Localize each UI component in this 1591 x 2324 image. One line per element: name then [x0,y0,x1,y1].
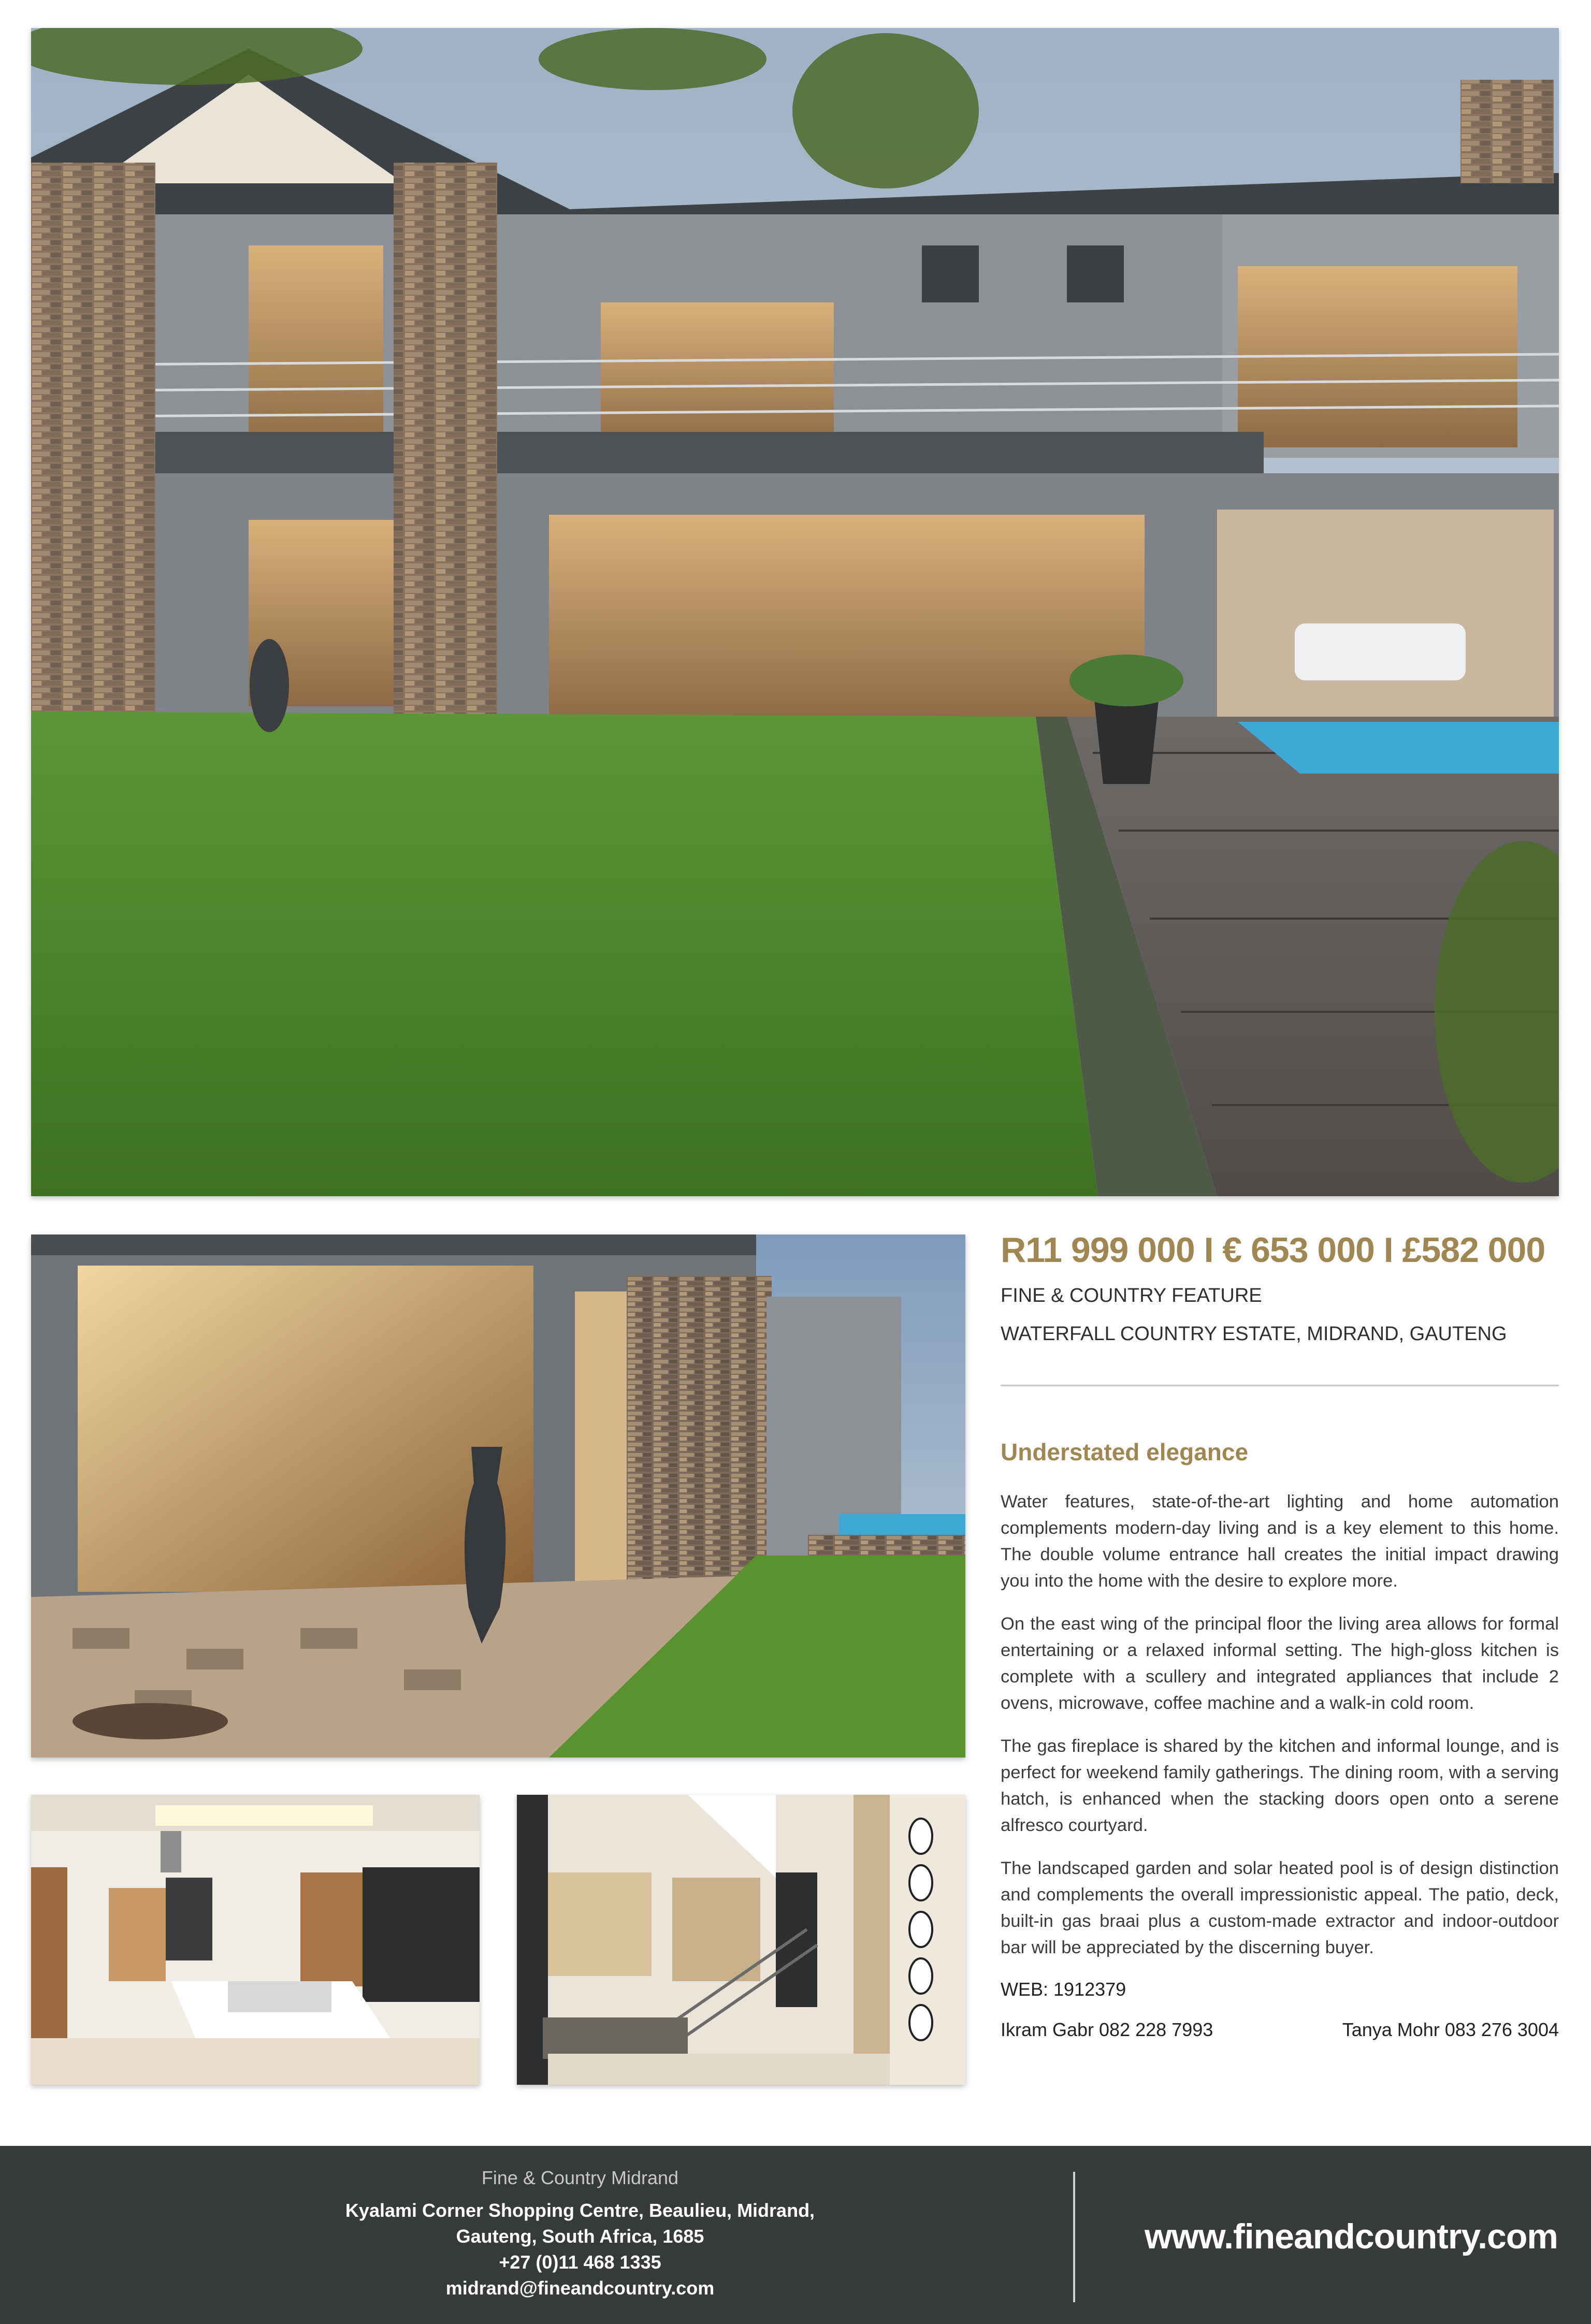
agent-contact-2: Tanya Mohr 083 276 3004 [1342,2019,1559,2040]
kitchen-photo [31,1795,480,2085]
property-location: WATERFALL COUNTRY ESTATE, MIDRAND, GAUTENG [1001,1323,1507,1345]
divider-rule [1001,1385,1559,1386]
description [1001,1489,1559,1961]
description-paragraph: The gas fireplace is shared by the kitchen and informal lounge, and is perfect for weekend family gatherings. The dining room, with a serving hatch, is enhanced when the stacking doors open onto a serene alfresco courtyard. [1001,1736,1559,1835]
description-paragraph: The landscaped garden and solar heated pool is of design distinction and complements the overall impressionistic appeal. The patio, deck, built-in gas braai plus a custom-made extractor and indoor-outdoor bar will be appreciated by the discerning buyer. [1001,1858,1559,1957]
agent-contacts [1001,2018,1559,2042]
patio-exterior-photo [31,1234,965,1757]
agent-contact-1: Ikram Gabr 082 228 7993 [1001,2019,1213,2040]
footer-divider [1073,2172,1075,2302]
phone-number: +27 (0)11 468 1335 [499,2252,661,2273]
footer [0,2146,1591,2324]
description-paragraph: Water features, state-of-the-art lighting and home automation complements modern-day living and is a key element to this home. The double volume entrance hall creates the initial impact drawing you into the home with the desire to explore more. [1001,1492,1559,1591]
office-address-block [321,2167,839,2301]
section-heading: Understated elegance [1001,1439,1249,1465]
website-link[interactable]: www.fineandcountry.com [1145,2217,1558,2256]
price: R11 999 000 I € 653 000 I £582 000 [1001,1230,1545,1270]
email-link[interactable]: midrand@fineandcountry.com [445,2277,715,2299]
entrance-hall-photo [517,1795,965,2085]
office-name: Fine & Country Midrand [481,2167,679,2188]
address-line: Gauteng, South Africa, 1685 [456,2226,704,2247]
listing-details [1001,1229,1559,2042]
description-paragraph: On the east wing of the principal floor the living area allows for formal entertaining or a relaxed informal setting. The high-gloss kitchen is complete with a scullery and integrated appliances that include 2 ovens, microwave, coffee machine and a walk-in cold room. [1001,1614,1559,1713]
address-line: Kyalami Corner Shopping Centre, Beaulieu, Midrand, [345,2200,815,2221]
hero-house-photo [31,28,1559,1196]
web-reference: WEB: 1912379 [1001,1979,1126,2000]
feature-label: FINE & COUNTRY FEATURE [1001,1285,1262,1306]
